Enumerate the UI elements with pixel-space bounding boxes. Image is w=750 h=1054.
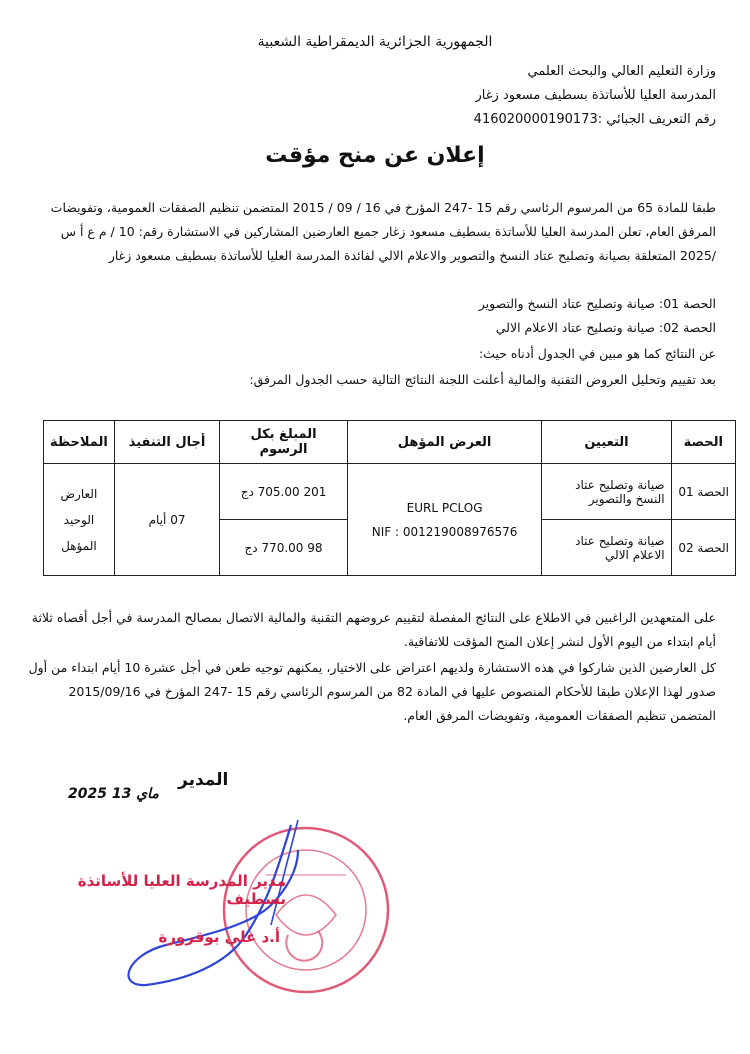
republic-heading: الجمهورية الجزائرية الديمقراطية الشعبية: [257, 34, 493, 50]
school-name: المدرسة العليا للأساتذة بسطيف مسعود زغار: [475, 88, 716, 103]
header-amount: المبلغ بكل الرسوم: [220, 421, 348, 464]
header-bidder: العرض المؤهل: [347, 421, 542, 464]
delay-cell: 07 أيام: [114, 464, 219, 576]
bidder-nif: NIF : 001219008976576: [371, 524, 518, 539]
lot-cell: الحصة 01: [671, 464, 735, 520]
signature-date: 2025 ماي 13: [68, 786, 159, 802]
bidder-cell: [347, 464, 542, 576]
designation-cell: صيانة وتصليح عتاد النسخ والتصوير: [542, 464, 671, 520]
stamp-institution-name: مدير المدرسة العليا للأساتذة بسطيف: [77, 872, 286, 908]
notice-paragraph-1: على المتعهدين الراغبين في الاطلاع على النتائج المفصلة لتقييم عروضهم التقنية والمالية الاتصال بمصالح المدرسة في أجل أقصاه ثلاثة أيام ابتداء من اليوم الأول لنشر إعلان المنح المؤقت للاتفاقية.: [31, 610, 716, 649]
results-intro-2: بعد تقييم وتحليل العروض التقنية والمالية أعلنت اللجنة النتائج التالية حسب الجدول المرفق:: [249, 372, 716, 387]
amount-cell: 201 705.00 دج: [220, 464, 348, 520]
results-intro: عن النتائج كما هو مبين في الجدول أدناه حيث:: [478, 346, 716, 361]
lot-1-description: الحصة 01: صيانة وتصليح عتاد النسخ والتصوير: [478, 296, 716, 311]
notice-paragraph-2: كل العارضين الذين شاركوا في هذه الاستشارة ولديهم اعتراض على الاختيار، يمكنهم توجيه طعن في أجل عشرة 10 أيام ابتداء من أول صدور لهذا الإعلان طبقا للأحكام المنصوص عليها في المادة 82 من المرسوم الرئاسي رقم 15 -247 المؤرخ في 2015/09/16 المتضمن تنظيم الصفقات العمومية، وتفويضات المرفق العام.: [28, 660, 716, 723]
tax-id: رقم التعريف الجبائي :416020000190173: [473, 112, 716, 127]
lot-cell: الحصة 02: [671, 520, 735, 576]
designation-cell: صيانة وتصليح عتاد الاعلام الالي: [542, 520, 671, 576]
intro-paragraph: طبقا للمادة 65 من المرسوم الرئاسي رقم 15 -247 المؤرخ في 16 / 09 / 2015 المتضمن تنظيم الصفقات العمومية، وتفويضات المرفق العام، تعلن المدرسة العليا للأساتذة بسطيف مسعود زغار جميع العارضين المشاركين في الاستشارة رقم: 10 / م ع أ س /2025 المتعلقة بصيانة وتصليح عتاد النسخ والتصوير والاعلام الالي لفائدة المدرسة العليا للأساتذة بسطيف مسعود زغار: [50, 200, 716, 263]
director-label: المدير: [178, 770, 229, 790]
page-title: إعلان عن منح مؤقت: [265, 143, 485, 168]
header-designation: التعيين: [542, 421, 671, 464]
results-table: [43, 420, 736, 576]
table-header-row: [44, 421, 736, 464]
header-lot: الحصة: [671, 421, 735, 464]
amount-cell: 98 770.00 دج: [220, 520, 348, 576]
signer-name: أ.د علي بوقرورة: [158, 928, 280, 946]
bidder-name: EURL PCLOG: [406, 500, 483, 515]
lot-2-description: الحصة 02: صيانة وتصليح عتاد الاعلام الالي: [495, 320, 716, 335]
header-delay: أجال التنفيذ: [114, 421, 219, 464]
ministry-name: وزارة التعليم العالي والبحث العلمي: [527, 64, 716, 79]
header-remark: الملاحظة: [44, 421, 115, 464]
remark-cell: العارض الوحيد المؤهل: [44, 464, 115, 576]
table-row: [44, 464, 736, 520]
